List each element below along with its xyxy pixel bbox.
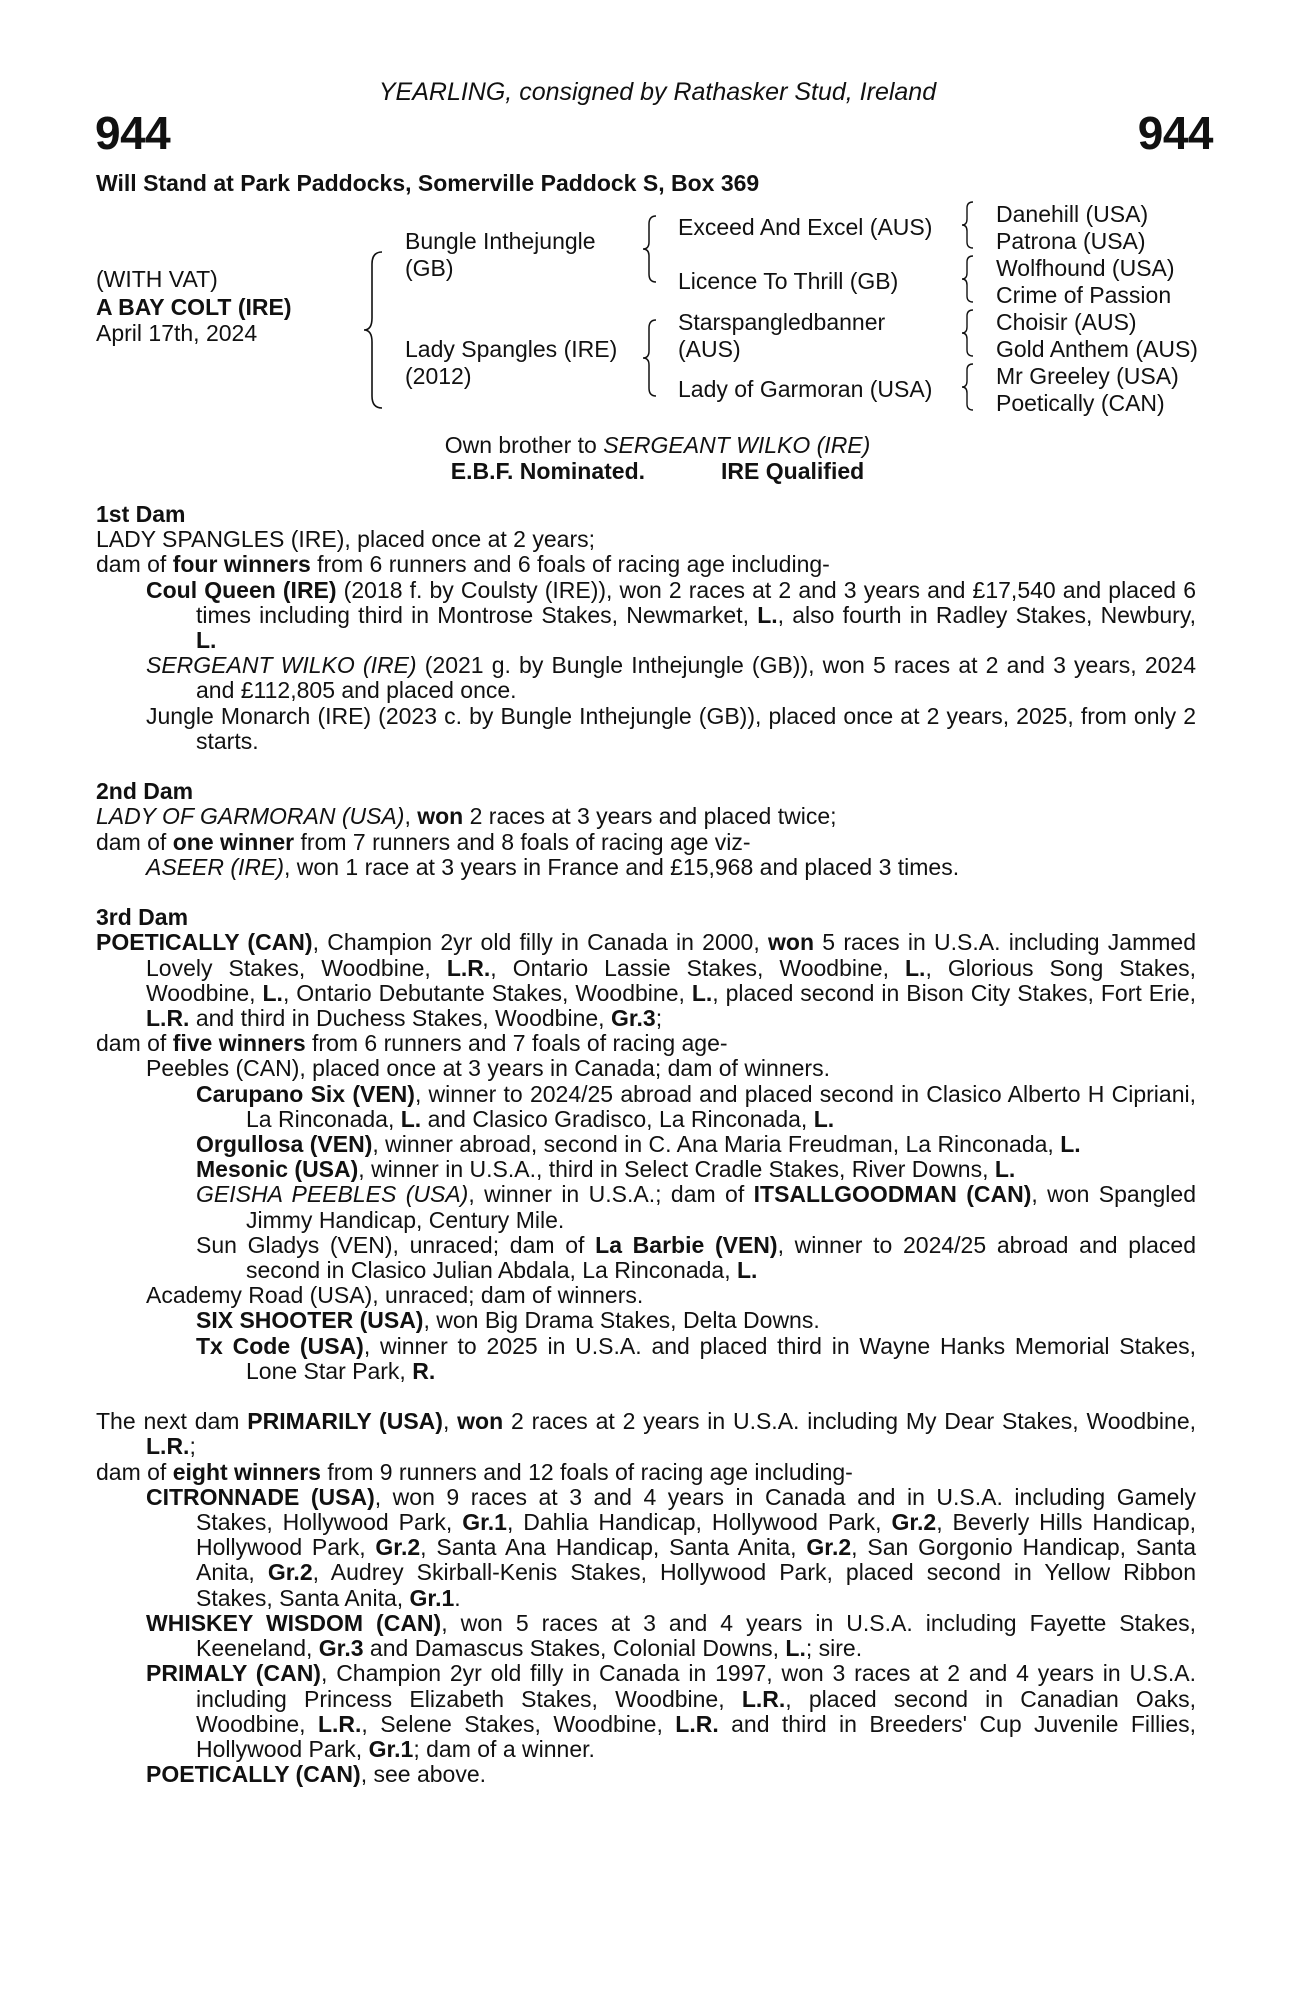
pedigree-brace-main [362,250,386,410]
gg-dam-3: Gold Anthem (AUS) [996,336,1198,362]
produce-orgullosa: Orgullosa (VEN), winner abroad, second in C. Ana Maria Freudman, La Rinconada, L. [196,1131,1081,1158]
second-dam-produce-summary: dam of one winner from 7 runners and 8 foals of racing age viz- [96,828,751,855]
gg-dam-1: Patrona (USA) [996,228,1146,254]
lot-number-right: 944 [1137,107,1213,159]
gg-sire-4: Mr Greeley (USA) [996,363,1179,389]
first-dam-produce-summary: dam of four winners from 6 runners and 6 foals of racing age including- [96,551,830,578]
gg-sire-2: Wolfhound (USA) [996,255,1175,281]
pedigree-brace-sire [641,214,659,284]
produce-sergeant-wilko: SERGEANT WILKO (IRE) (2021 g. by Bungle Inthejungle (GB)), won 5 races at 2 and 3 years, 2024 and £112,805 and placed once. [146,652,1196,704]
produce-coul-queen: Coul Queen (IRE) (2018 f. by Coulsty (IRE)), won 2 races at 2 and 3 years and £17,540 and placed 6 times including third in Montrose Stakes, Newmarket, L., also fourth in Radley Stakes, Newbury, L. [146,576,1197,654]
next-dam-intro: The next dam PRIMARILY (USA), won 2 races at 2 years in U.S.A. including My Dear Stakes, Woodbine, L.R.; [96,1408,1197,1460]
produce-jungle-monarch: Jungle Monarch (IRE) (2023 c. by Bungle Inthejungle (GB)), placed once at 2 years, 2025, from only 2 starts. [146,702,1196,754]
lot-number-left: 944 [95,107,171,159]
produce-sun-gladys: Sun Gladys (VEN), unraced; dam of La Barbie (VEN), winner to 2024/25 abroad and placed second in Clasico Julian Abdala, La Rinconada, L. [196,1231,1196,1284]
pedigree-brace-g4 [960,362,976,412]
produce-whiskey-wisdom: WHISKEY WISDOM (CAN), won 5 races at 3 and 4 years in U.S.A. including Fayette Stakes, Keeneland, Gr.3 and Damascus Stakes, Colonial Downs, L.; sire. [146,1609,1196,1662]
second-dam-intro: LADY OF GARMORAN (USA), won 2 races at 3 years and placed twice; [96,803,837,830]
produce-mesonic: Mesonic (USA), winner in U.S.A., third in Select Cradle Stakes, River Downs, L. [196,1156,1016,1183]
produce-peebles: Peebles (CAN), placed once at 3 years in Canada; dam of winners. [146,1055,830,1082]
ire-note: IRE Qualified [721,458,865,484]
ebf-note: E.B.F. Nominated. [450,458,646,484]
foaling-date: April 17th, 2024 [96,320,258,346]
consignment-line: YEARLING, consigned by Rathasker Stud, Ireland [378,78,937,106]
pedigree-brace-dam [641,318,659,398]
third-dam-intro: POETICALLY (CAN), Champion 2yr old filly in Canada in 2000, won 5 races in U.S.A. including Jammed Lovely Stakes, Woodbine, L.R., Ontario Lassie Stakes, Woodbine, L., Glorious Song Stakes, Woodbine, L., Ontario Debutante Stakes, Woodbine, L., placed second in Bison City Stakes, Fort Erie, L.R. and third in Duchess Stakes, Woodbine, Gr.3; [96,929,1197,1032]
produce-six-shooter: SIX SHOOTER (USA), won Big Drama Stakes, Delta Downs. [196,1307,820,1334]
produce-citronnade: CITRONNADE (USA), won 9 races at 3 and 4 years in Canada and in U.S.A. including Gamely Stakes, Hollywood Park, Gr.1, Dahlia Handicap, Hollywood Park, Gr.2, Beverly Hills Handicap, Hollywood Park, Gr.2, Santa Ana Handicap, Santa Anita, Gr.2, San Gorgonio Handicap, Santa Anita, Gr.2, Audrey Skirball-Kenis Stakes, Hollywood Park, placed second in Yellow Ribbon Stakes, Santa Anita, Gr.1. [146,1483,1196,1611]
produce-geisha-peebles: GEISHA PEEBLES (USA), winner in U.S.A.; dam of ITSALLGOODMAN (CAN), won Spangled Jimmy Handicap, Century Mile. [196,1181,1196,1233]
gg-dam-2: Crime of Passion [996,282,1172,308]
pedigree-brace-g1 [960,200,976,250]
gg-sire-1: Danehill (USA) [996,201,1149,227]
produce-aseer: ASEER (IRE), won 1 race at 3 years in France and £15,968 and placed 3 times. [146,853,960,880]
qualifications [0,458,1315,485]
produce-carupano-six: Carupano Six (VEN), winner to 2024/25 abroad and placed second in Clasico Alberto H Cipriani, La Rinconada, L. and Clasico Gradisco, La Rinconada, L. [196,1080,1196,1132]
own-brother-note: Own brother to SERGEANT WILKO (IRE) [444,432,871,458]
produce-tx-code: Tx Code (USA), winner to 2025 in U.S.A. and placed third in Wayne Hanks Memorial Stakes, Lone Star Park, R. [196,1332,1196,1384]
dam-sire: Starspangledbanner (AUS) [678,309,886,362]
sire-sire: Exceed And Excel (AUS) [678,214,933,240]
produce-primaly: PRIMALY (CAN), Champion 2yr old filly in Canada in 1997, won 3 races at 2 and 4 years in U.S.A. including Princess Elizabeth Stakes, Woodbine, L.R., placed second in Canadian Oaks, Woodbine, L.R., Selene Stakes, Woodbine, L.R. and third in Breeders' Cup Juvenile Fillies, Hollywood Park, Gr.1; dam of a winner. [146,1660,1197,1762]
gg-sire-3: Choisir (AUS) [996,309,1137,335]
pedigree-brace-g3 [960,308,976,358]
sire-name: Bungle Inthejungle (GB) [405,228,596,281]
produce-poetically-ref: POETICALLY (CAN), see above. [146,1761,486,1788]
third-dam-produce-summary: dam of five winners from 6 runners and 7 foals of racing age- [96,1030,728,1057]
horse-name: A BAY COLT (IRE) [96,294,292,320]
pedigree-brace-g2 [960,254,976,304]
second-dam-heading: 2nd Dam [96,778,194,805]
gg-dam-4: Poetically (CAN) [996,390,1165,416]
next-dam-produce-summary: dam of eight winners from 9 runners and 12 foals of racing age including- [96,1458,853,1485]
sire-dam: Licence To Thrill (GB) [678,268,899,294]
vat-note: (WITH VAT) [96,266,218,292]
third-dam-heading: 3rd Dam [96,904,189,931]
stand-location: Will Stand at Park Paddocks, Somerville Paddock S, Box 369 [96,170,760,196]
produce-academy-road: Academy Road (USA), unraced; dam of winners. [146,1282,644,1309]
dam-dam: Lady of Garmoran (USA) [678,376,933,402]
first-dam-intro: LADY SPANGLES (IRE), placed once at 2 years; [96,526,595,553]
first-dam-heading: 1st Dam [96,501,186,527]
dam-name: Lady Spangles (IRE) (2012) [405,336,618,389]
pedigree-body [96,502,1196,1787]
